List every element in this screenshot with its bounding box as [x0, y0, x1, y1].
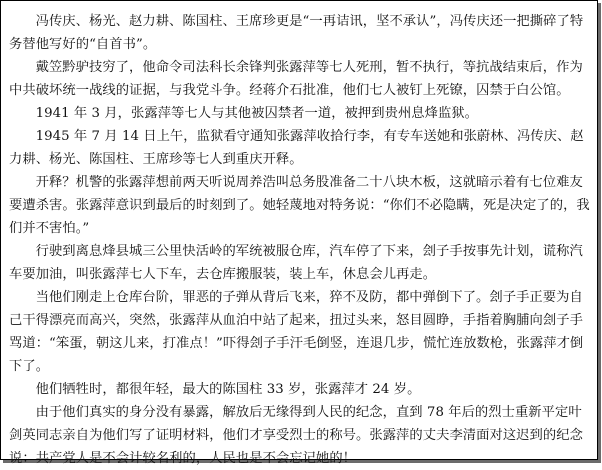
- paragraph-2: 戴笠黔驴技穷了，他命令司法科长余锋判张露萍等七人死刑，暂不执行，等抗战结束后，作为中共破坏统一战线的证据，与我党斗争。经蒋介石批准，他们七人被钉上死镣，囚禁于白公馆。: [9, 60, 583, 98]
- paragraph-3: 1941 年 3 月，张露萍等七人与其他被囚禁者一道，被押到贵州息烽监狱。: [35, 106, 479, 121]
- paragraph-7: 当他们刚走上仓库台阶，罪恶的子弹从背后飞来，猝不及防，都中弹倒下了。刽子手正要为自己干得漂亮而高兴，突然，张露萍从血泊中站了起来，扭过头来，怒目圆睁，手指着胸脯向刽子手骂道：“笨蛋，朝这儿来，打准点！”吓得刽子手汗毛倒竖，连退几步，慌忙连放数枪，张露萍才倒下了。: [9, 290, 584, 374]
- paragraph-4: 1945 年 7 月 14 日上午，监狱看守通知张露萍收拾行李，有专车送她和张蔚林、冯传庆、赵力耕、杨光、陈国柱、王席珍等七人到重庆开释。: [9, 129, 584, 167]
- paragraph-1: 冯传庆、杨光、赵力耕、陈国柱、王席珍更是“一再诘讯，坚不承认”，冯传庆还一把撕碎了特务替他写好的“自首书”。: [9, 14, 584, 52]
- paragraph-8: 他们牺牲时，都很年轻，最大的陈国柱 33 岁，张露萍才 24 岁。: [35, 382, 421, 397]
- paragraph-6: 行驶到离息烽县城三公里快活岭的军统被服仓库，汽车停了下来，刽子手按事先计划，谎称汽车要加油，叫张露萍七人下车，去仓库搬服装，装上车，休息会儿再走。: [9, 244, 583, 282]
- document-body: [9, 10, 591, 470]
- paragraph-9: 由于他们真实的身分没有暴露，解放后无缘得到人民的纪念，直到 78 年后的烈士重新平定叶剑英同志亲自为他们写了证明材料，他们才享受烈士的称号。张露萍的丈夫李清面对这迟到的纪念说：共产党人是不会计较名利的，人民也是不会忘记她的！: [9, 405, 583, 466]
- paragraph-5: 开释？机警的张露萍想前两天听说周养浩叫总务股准备二十八块木板，这就暗示着有七位难友要遭杀害。张露萍意识到最后的时刻到了。她轻蔑地对特务说：“你们不必隐瞒，死是决定了的，我们并不害怕。”: [9, 175, 590, 236]
